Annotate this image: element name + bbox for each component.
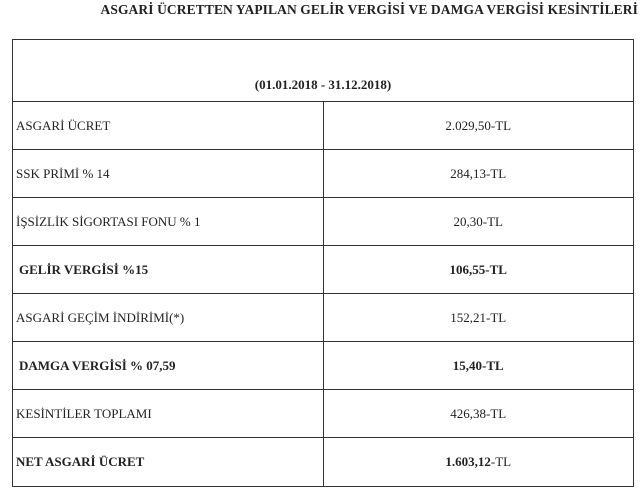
row-label-total-deductions: KESİNTİLER TOPLAMI	[13, 390, 324, 438]
period-row	[13, 40, 634, 102]
page-title: ASGARİ ÜCRETTEN YAPILAN GELİR VERGİSİ VE DAMGA VERGİSİ KESİNTİLERİ	[100, 2, 638, 17]
table-row	[13, 198, 634, 246]
row-value-ssk-premium: 284,13-TL	[323, 150, 634, 198]
table-row	[13, 342, 634, 390]
row-value-total-deductions: 426,38-TL	[323, 390, 634, 438]
row-value-minimum-wage: 2.029,50-TL	[323, 102, 634, 150]
deductions-table	[12, 39, 634, 487]
row-label-ssk-premium: SSK PRİMİ % 14	[13, 150, 324, 198]
row-value-unemployment-fund: 20,30-TL	[323, 198, 634, 246]
row-label-stamp-tax: DAMGA VERGİSİ % 07,59	[13, 342, 324, 390]
row-label-minimum-wage: ASGARİ ÜCRET	[13, 102, 324, 150]
table-row	[13, 294, 634, 342]
row-value-living-allowance: 152,21-TL	[323, 294, 634, 342]
net-amount-suffix: -TL	[490, 454, 512, 469]
net-amount: 1.603,12	[445, 454, 491, 469]
row-label-net-minimum-wage: NET ASGARİ ÜCRET	[13, 438, 324, 487]
row-label-living-allowance: ASGARİ GEÇİM İNDİRİMİ(*)	[13, 294, 324, 342]
table-row	[13, 390, 634, 438]
table-row	[13, 438, 634, 487]
table-row	[13, 246, 634, 294]
row-label-income-tax: GELİR VERGİSİ %15	[13, 246, 324, 294]
row-value-net-minimum-wage	[323, 438, 634, 487]
table-row	[13, 150, 634, 198]
row-value-income-tax: 106,55-TL	[323, 246, 634, 294]
row-label-unemployment-fund: İŞSİZLİK SİGORTASI FONU % 1	[13, 198, 324, 246]
table-row	[13, 102, 634, 150]
row-value-stamp-tax: 15,40-TL	[323, 342, 634, 390]
period-label: (01.01.2018 - 31.12.2018)	[13, 40, 634, 102]
